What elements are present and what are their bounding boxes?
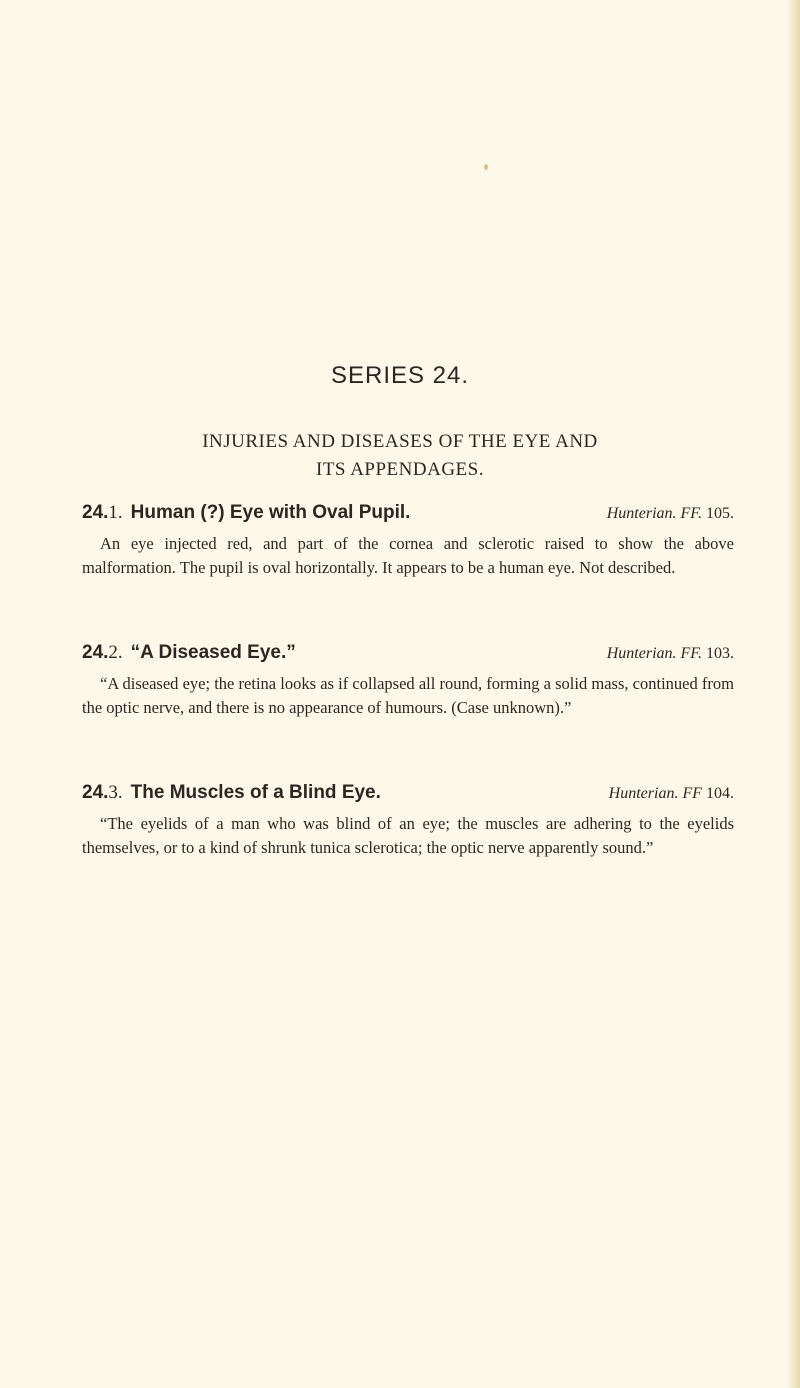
entry-description: An eye injected red, and part of the cornea and sclerotic raised to show the above malformation. The pupil is oval horizontally. It appears to be a human eye. Not described. — [82, 534, 734, 577]
entry-title: “A Diseased Eye.” — [130, 642, 296, 663]
entry-description: “The eyelids of a man who was blind of an eye; the muscles are adhering to the eyelids themselves, or to a kind of shrunk tunica sclerotica; the optic nerve apparently sound.” — [82, 814, 734, 857]
entry-number: 24.2. — [82, 642, 123, 663]
entry-reference: Hunterian. FF. 103. — [606, 645, 734, 662]
entry-description: “A diseased eye; the retina looks as if collapsed all round, forming a solid mass, continued from the optic nerve, and there is no appearance of humours. (Case unknown).” — [82, 674, 734, 717]
section-heading-line-1: INJURIES AND DISEASES OF THE EYE AND — [202, 431, 598, 452]
catalogue-entry — [82, 782, 734, 860]
page-edge — [786, 0, 800, 1388]
entry-reference: Hunterian. FF. 105. — [606, 505, 734, 522]
entry-reference: Hunterian. FF 104. — [608, 785, 734, 802]
entry-number: 24.1. — [82, 502, 123, 523]
ink-speck — [484, 164, 488, 170]
entry-title: Human (?) Eye with Oval Pupil. — [130, 502, 411, 523]
entry-title: The Muscles of a Blind Eye. — [130, 782, 381, 803]
section-heading-line-2: ITS APPENDAGES. — [316, 459, 484, 480]
entry-header — [82, 642, 734, 672]
section-heading — [0, 428, 800, 484]
catalogue-entry — [82, 502, 734, 580]
entry-header — [82, 502, 734, 532]
series-title: SERIES 24. — [330, 362, 470, 389]
entry-number: 24.3. — [82, 782, 123, 803]
catalogue-entry — [82, 642, 734, 720]
entry-header — [82, 782, 734, 812]
